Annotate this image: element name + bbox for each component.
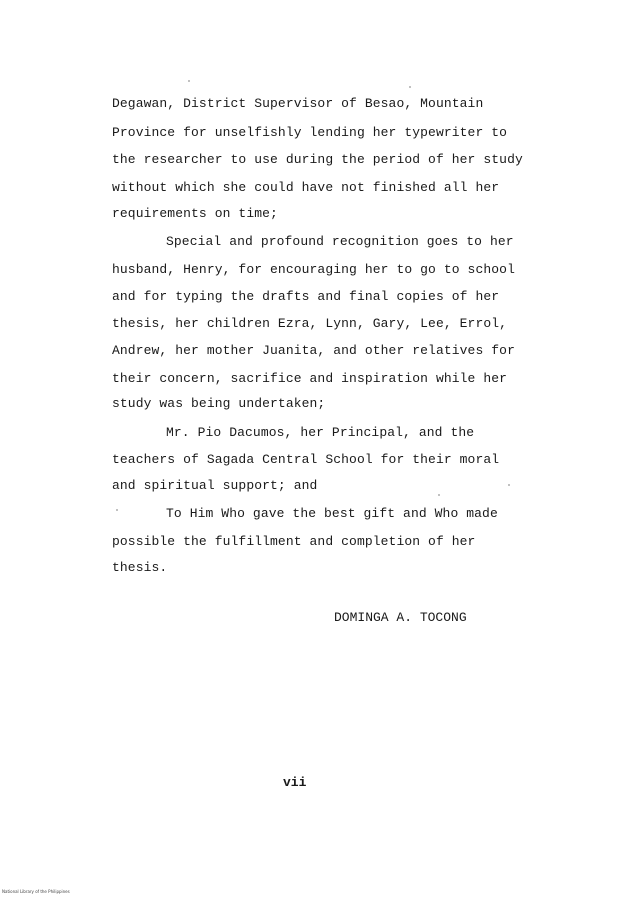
text-line: the researcher to use during the period of her study [112, 152, 523, 167]
text-line: Province for unselfishly lending her typewriter to [112, 125, 508, 140]
text-line: their concern, sacrifice and inspiration while her [112, 371, 508, 386]
scan-speck [438, 494, 440, 496]
scan-speck [409, 86, 411, 88]
page-number: vii [283, 775, 307, 790]
scan-speck [116, 509, 118, 511]
text-line: thesis, her children Ezra, Lynn, Gary, Lee, Errol, [112, 316, 508, 331]
text-line: Special and profound recognition goes to her [166, 234, 514, 249]
text-line: teachers of Sagada Central School for their moral [112, 452, 500, 467]
text-line: To Him Who gave the best gift and Who made [166, 506, 498, 521]
text-line: Degawan, District Supervisor of Besao, Mountain [112, 96, 484, 111]
scan-speck [188, 80, 190, 82]
library-footer: National Library of the Philippines [2, 889, 70, 894]
scan-speck [508, 484, 510, 486]
text-line: study was being undertaken; [112, 396, 326, 411]
text-line: Mr. Pio Dacumos, her Principal, and the [166, 425, 475, 440]
text-line: possible the fulfillment and completion of her [112, 534, 476, 549]
text-line: requirements on time; [112, 206, 278, 221]
text-line: and spiritual support; and [112, 478, 318, 493]
text-line: without which she could have not finished all her [112, 180, 500, 195]
author-signature: DOMINGA A. TOCONG [334, 610, 467, 625]
text-line: Andrew, her mother Juanita, and other relatives for [112, 343, 515, 358]
text-line: and for typing the drafts and final copies of her [112, 289, 500, 304]
text-line: husband, Henry, for encouraging her to go to school [112, 262, 515, 277]
text-line: thesis. [112, 560, 168, 575]
